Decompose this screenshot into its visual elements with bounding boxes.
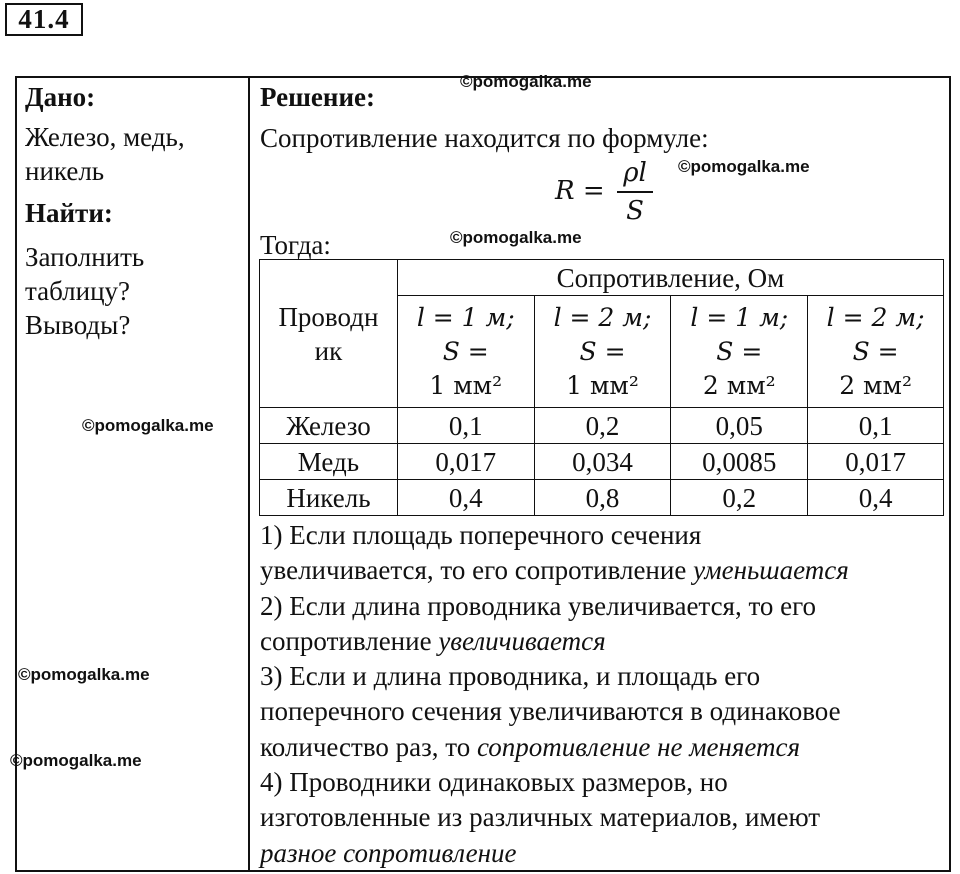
value-cell: 0,017 [397, 444, 534, 480]
value-cell: 0,4 [808, 480, 944, 516]
condition-4-area-value: 2 мм² [839, 370, 912, 400]
condition-1-length: l = 1 м; [416, 302, 515, 332]
formula-denominator: S [626, 196, 644, 226]
condition-header-2 [534, 296, 671, 408]
conclusion-2-text: сопротивление [260, 625, 439, 656]
conclusion-1-emphasis: уменьшается [693, 555, 849, 586]
value-cell: 0,2 [671, 480, 808, 516]
condition-1-area-label: S = [442, 336, 489, 366]
conclusion-3-line2: поперечного сечения увеличиваются в одинаковое [260, 696, 841, 727]
condition-2-length: l = 2 м; [553, 302, 652, 332]
material-cell: Медь [260, 444, 398, 480]
find-line2: таблицу? [25, 276, 131, 306]
resistance-group-header: Сопротивление, Ом [397, 260, 943, 296]
conclusion-1-line1: 1) Если площадь поперечного сечения [260, 520, 702, 550]
table-row [260, 480, 944, 516]
value-cell: 0,0085 [671, 444, 808, 480]
table-row [260, 444, 944, 480]
condition-header-1 [397, 296, 534, 408]
conductor-header-line2: ик [314, 335, 343, 366]
given-header: Дано: [25, 82, 96, 112]
find-header: Найти: [25, 198, 113, 228]
table-row [260, 408, 944, 444]
given-text-line2: никель [25, 156, 105, 186]
task-number: 41.4 [5, 3, 83, 36]
watermark: ©pomogalka.me [460, 72, 592, 91]
conclusion-1-text: увеличивается, то его сопротивление [260, 555, 694, 586]
condition-2-area-label: S = [579, 336, 626, 366]
condition-3-length: l = 1 м; [690, 302, 789, 332]
condition-3-area-value: 2 мм² [702, 370, 776, 400]
value-cell: 0,1 [397, 408, 534, 444]
condition-1-area-value: 1 мм² [429, 370, 503, 400]
watermark: ©pomogalka.me [678, 157, 810, 176]
condition-2-area-value: 1 мм² [566, 370, 639, 400]
given-text-line1: Железо, медь, [25, 122, 185, 152]
condition-4-area-label: S = [852, 336, 899, 366]
given-column [25, 80, 240, 342]
conclusion-3-line3 [260, 730, 849, 765]
value-cell: 0,8 [534, 480, 671, 516]
resistance-formula [555, 158, 665, 228]
fraction-bar [617, 191, 653, 193]
value-cell: 0,1 [808, 408, 944, 444]
find-line1: Заполнить [25, 242, 145, 272]
watermark: ©pomogalka.me [10, 751, 142, 770]
condition-header-3 [671, 296, 808, 408]
conductor-header [260, 260, 398, 408]
value-cell: 0,2 [534, 408, 671, 444]
value-cell: 0,05 [671, 408, 808, 444]
condition-4-length: l = 2 м; [826, 302, 925, 332]
conclusion-2-line2 [260, 624, 849, 659]
solution-header: Решение: [260, 82, 375, 112]
condition-header-4 [808, 296, 944, 408]
watermark: ©pomogalka.me [82, 416, 214, 435]
formula-lhs: R = [555, 176, 605, 206]
conclusion-4-line1: 4) Проводники одинаковых размеров, но [260, 767, 728, 798]
formula-fraction [617, 158, 653, 226]
resistance-table [259, 259, 944, 516]
column-divider [248, 76, 250, 872]
watermark: ©pomogalka.me [450, 228, 582, 247]
value-cell: 0,017 [808, 444, 944, 480]
formula-intro: Сопротивление находится по формуле: [260, 123, 709, 153]
condition-3-area-label: S = [716, 336, 763, 366]
value-cell: 0,4 [397, 480, 534, 516]
conclusion-4-line3 [260, 836, 849, 871]
conclusion-4-emphasis: разное сопротивление [260, 837, 517, 868]
conclusion-2-emphasis: увеличивается [438, 625, 606, 656]
conclusion-3-emphasis: сопротивление не меняется [477, 731, 801, 762]
conclusions [260, 518, 849, 871]
conductor-header-line1: Проводн [278, 301, 379, 332]
conclusion-1-line2 [260, 553, 849, 588]
material-cell: Железо [260, 408, 398, 444]
conclusion-3-text: количество раз, то [260, 731, 477, 762]
then-label: Тогда: [260, 230, 331, 260]
conclusion-2-line1: 2) Если длина проводника увеличивается, то его [260, 590, 817, 621]
material-cell: Никель [260, 480, 398, 516]
value-cell: 0,034 [534, 444, 671, 480]
find-line3: Выводы? [25, 310, 131, 340]
conclusion-4-line2: изготовленные из различных материалов, имеют [260, 802, 821, 833]
conclusion-3-line1: 3) Если и длина проводника, и площадь его [260, 661, 761, 692]
formula-numerator: ρl [623, 158, 647, 188]
watermark: ©pomogalka.me [18, 665, 150, 684]
